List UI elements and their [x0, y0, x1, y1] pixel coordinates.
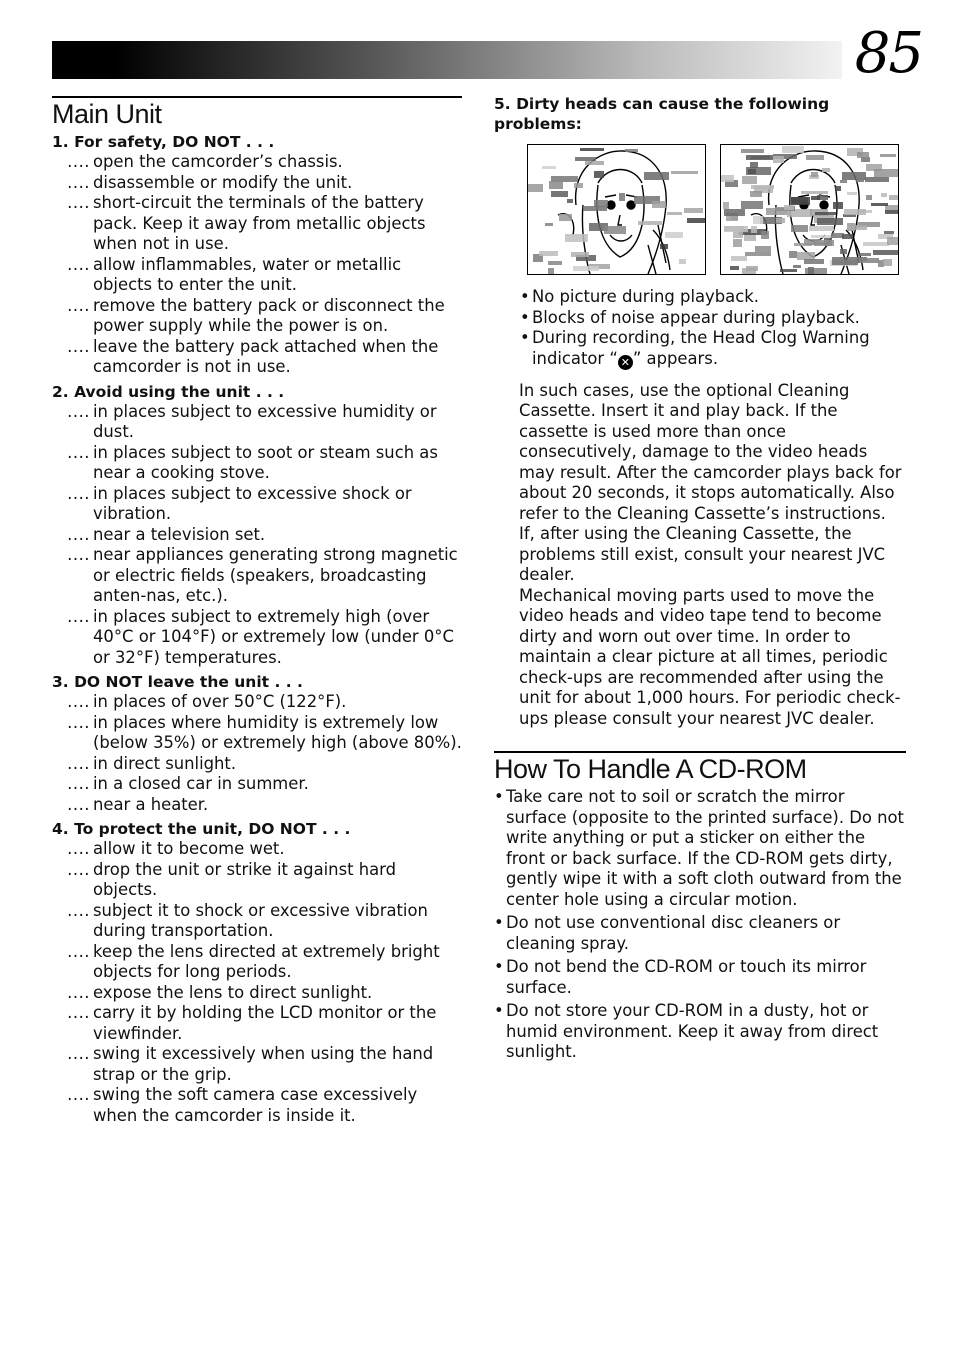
group-heading: 3. DO NOT leave the unit . . .: [52, 673, 303, 691]
list-item: .... near a heater.: [67, 794, 209, 814]
list-item: .... in places subject to soot or steam such as near a cooking stove.: [67, 442, 438, 482]
cleaning-instructions: [519, 381, 906, 730]
list-item: .... remove the battery pack or disconnect the power supply while the power is on.: [67, 295, 445, 335]
playback-illustrations: [527, 144, 906, 275]
group-heading: 1. For safety, DO NOT . . .: [52, 133, 275, 151]
list-item: • Do not store your CD-ROM in a dusty, hot or humid environment. Keep it away from direct sunlight.: [494, 1001, 879, 1061]
group-heading: 2. Avoid using the unit . . .: [52, 382, 285, 401]
main-unit-groups: [52, 132, 462, 1126]
list-item: .... carry it by holding the LCD monitor or the viewfinder.: [67, 1003, 437, 1043]
noisy-playback-illustration-1: [527, 144, 706, 275]
dirty-heads-section: [494, 96, 906, 1066]
paragraph: Mechanical moving parts used to move the video heads and video tape tend to become dirty and worn out over time. In order to maintain a clear picture at all times, periodic check-ups are recommended after using the unit for about 1,000 hours. For periodic check-ups please consult your nearest JVC dealer.: [519, 585, 901, 728]
main-unit-section: [52, 96, 462, 1126]
list-item: .... in places of over 50°C (122°F).: [67, 692, 347, 711]
list-item: • No picture during playback.: [520, 287, 759, 306]
list-item: • Blocks of noise appear during playback.: [520, 307, 860, 327]
cd-rom-section: [494, 751, 906, 1063]
section-title-main-unit: Main Unit: [52, 99, 162, 129]
paragraph: If, after using the Cleaning Cassette, the problems still exist, consult your nearest JVC dealer.: [519, 524, 886, 584]
list-item: .... in places subject to excessive humidity or dust.: [67, 401, 437, 441]
list-item: .... keep the lens directed at extremely bright objects for long periods.: [67, 941, 440, 981]
header-gradient-bar: [52, 41, 842, 79]
list-item: .... in places subject to excessive shock or vibration.: [67, 483, 412, 523]
paragraph: In such cases, use the optional Cleaning Cassette. Insert it and play back. If the cassette is used more than once consecutively, damage to the video heads may result. After the camcorder plays back for about 20 seconds, it stops automatically. Also refer to the Cleaning Cassette’s instructions.: [519, 380, 902, 523]
list-item: • Do not use conventional disc cleaners or cleaning spray.: [494, 913, 841, 953]
group-heading: 4. To protect the unit, DO NOT . . .: [52, 820, 351, 838]
symptom-list: [520, 287, 906, 370]
list-item: • Do not bend the CD-ROM or touch its mirror surface.: [494, 957, 867, 997]
list-item: .... leave the battery pack attached when the camcorder is not in use.: [67, 336, 439, 376]
list-item: .... swing it excessively when using the hand strap or the grip.: [67, 1044, 434, 1084]
list-item: .... expose the lens to direct sunlight.: [67, 982, 373, 1002]
head-clog-warning-icon: ✕: [618, 355, 633, 370]
noisy-playback-illustration-2: [720, 144, 899, 275]
dirty-heads-heading: 5. Dirty heads can cause the following problems:: [494, 95, 830, 133]
list-item: .... in a closed car in summer.: [67, 774, 309, 793]
list-item: • During recording, the Head Clog Warning indicator “ ✕ ” appears.: [520, 328, 870, 369]
section-title-cd-rom: How To Handle A CD-ROM: [494, 754, 807, 784]
cd-rom-list: [494, 787, 906, 1063]
list-item: .... allow it to become wet.: [67, 839, 285, 858]
list-item: .... subject it to shock or excessive vibration during transportation.: [67, 900, 428, 940]
list-item: .... near a television set.: [67, 524, 266, 544]
list-item: .... near appliances generating strong magnetic or electric fields (speakers, broadcasting anten-nas, etc.).: [67, 545, 458, 605]
list-item: .... open the camcorder’s chassis.: [67, 152, 343, 171]
page-number: 85: [854, 21, 922, 86]
list-item: .... in places where humidity is extremely low (below 35%) or extremely high (above 80%).: [67, 712, 462, 752]
list-item: .... disassemble or modify the unit.: [67, 172, 353, 192]
list-item: .... in places subject to extremely high (over 40°C or 104°F) or extremely low (under 0°C or 32°F) temperatures.: [67, 606, 454, 667]
list-item: .... in direct sunlight.: [67, 753, 237, 773]
list-item: • Take care not to soil or scratch the mirror surface (opposite to the printed surface). Do not write anything or put a sticker on either the front or back surface. If the CD-ROM gets dirty, gently wipe it with a soft cloth outward from the center hole using a circular motion.: [494, 787, 904, 909]
list-item: .... short-circuit the terminals of the battery pack. Keep it away from metallic objects when not in use.: [67, 193, 426, 253]
list-item: .... swing the soft camera case excessively when the camcorder is inside it.: [67, 1085, 418, 1125]
list-item: .... allow inflammables, water or metallic objects to enter the unit.: [67, 254, 402, 294]
list-item: .... drop the unit or strike it against hard objects.: [67, 859, 397, 899]
